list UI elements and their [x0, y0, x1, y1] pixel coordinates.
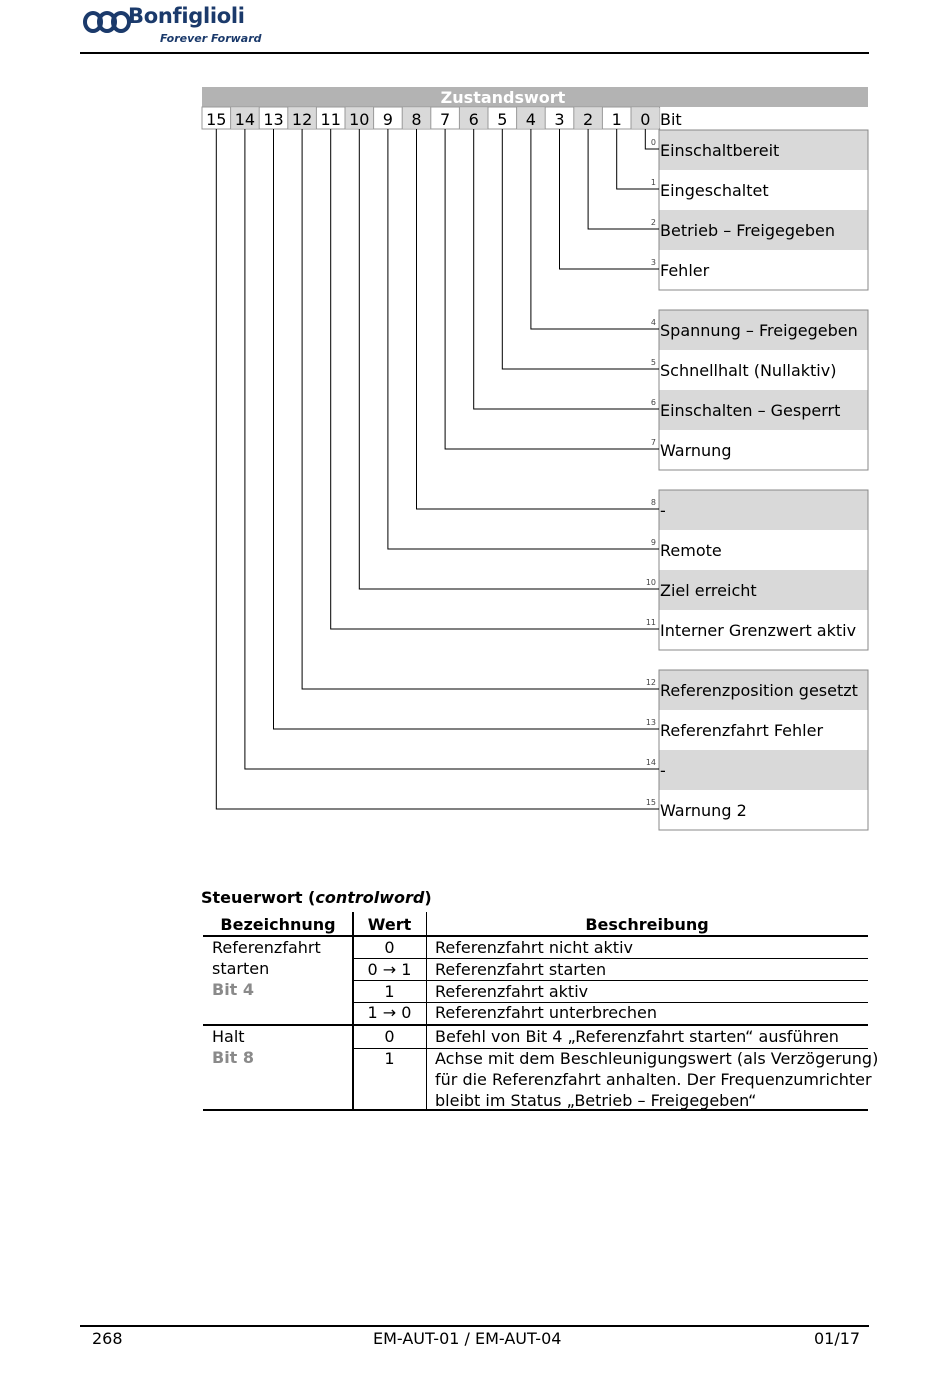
bit-connector-line: [588, 129, 659, 229]
bit-label-10: Ziel erreicht: [660, 581, 757, 600]
beschreibung-cell: Referenzfahrt starten: [435, 960, 607, 979]
bit-label-14: -: [660, 761, 666, 780]
bit-index-small: 13: [645, 718, 656, 727]
beschreibung-cell: Referenzfahrt unterbrechen: [435, 1003, 657, 1022]
bit-index-small: 7: [650, 438, 656, 447]
bit-number-cell: 4: [525, 110, 536, 129]
column-header-bezeichnung: Bezeichnung: [220, 915, 336, 934]
bit-label-1: Eingeschaltet: [660, 181, 769, 200]
beschreibung-line: für die Referenzfahrt anhalten. Der Frequenzumrichter: [435, 1070, 872, 1089]
control-word-title-suffix: ): [424, 888, 432, 907]
bit-number-cell: 2: [583, 110, 594, 129]
bit-number-cell: 3: [554, 110, 565, 129]
footer-rule: [80, 1325, 869, 1327]
bit-index-small: 14: [645, 758, 656, 767]
wert-cell: 1: [384, 1049, 395, 1068]
bit-number-cell: 14: [234, 110, 256, 129]
bit-number-cell: 10: [349, 110, 370, 129]
group-name-line: Referenzfahrt: [212, 938, 321, 957]
beschreibung-cell: Referenzfahrt aktiv: [435, 982, 589, 1001]
bit-index-small: 8: [650, 498, 656, 507]
bit-index-small: 2: [650, 218, 656, 227]
beschreibung-cell: Befehl von Bit 4 „Referenzfahrt starten“ ausführen: [435, 1027, 839, 1046]
bit-connector-line: [388, 129, 659, 549]
bit-index-small: 15: [645, 798, 656, 807]
bit-label-12: Referenzposition gesetzt: [660, 681, 858, 700]
bit-connector-line: [359, 129, 659, 589]
bit-index-small: 3: [650, 258, 656, 267]
bit-number-cell: 11: [320, 110, 341, 129]
bit-number-cell: 15: [206, 110, 227, 129]
bit-label-11: Interner Grenzwert aktiv: [660, 621, 857, 640]
bit-label-13: Referenzfahrt Fehler: [660, 721, 824, 740]
bit-index-small: 12: [645, 678, 656, 687]
page-number: 268: [92, 1329, 123, 1348]
bit-label-7: Warnung: [660, 441, 732, 460]
bit-label-5: Schnellhalt (Nullaktiv): [660, 361, 837, 380]
beschreibung-line: Achse mit dem Beschleunigungswert (als Verzögerung): [435, 1049, 879, 1068]
bit-number-cell: 7: [440, 110, 451, 129]
bit-index-small: 11: [645, 618, 656, 627]
brand-tagline: Forever Forward: [160, 32, 262, 45]
row-divider: [353, 980, 868, 981]
beschreibung-line: bleibt im Status „Betrieb – Freigegeben“: [435, 1091, 757, 1110]
control-word-table: [203, 912, 879, 1112]
bit-index-small: 4: [650, 318, 656, 327]
wert-cell: 0: [384, 1027, 395, 1046]
bit-index-small: 1: [650, 178, 656, 187]
bit-label-2: Betrieb – Freigegeben: [660, 221, 835, 240]
bit-label-0: Einschaltbereit: [660, 141, 780, 160]
column-header-beschreibung: Beschreibung: [585, 915, 709, 934]
bit-label-9: Remote: [660, 541, 722, 560]
bit-number-cell: 0: [640, 110, 651, 129]
bit-connector-line: [560, 129, 660, 269]
row-divider: [353, 958, 868, 959]
bit-number-cell: 8: [411, 110, 422, 129]
bit-index-small: 9: [650, 538, 656, 547]
bit-connector-line: [417, 129, 660, 509]
wert-cell: 1 → 0: [367, 1003, 412, 1022]
bit-index-small: 0: [650, 138, 656, 147]
bit-number-cell: 13: [263, 110, 284, 129]
beschreibung-cell: Referenzfahrt nicht aktiv: [435, 938, 633, 957]
brand-name: Bonfiglioli: [128, 4, 245, 28]
bit-number-cell: 1: [611, 110, 622, 129]
bit-label-6: Einschalten – Gesperrt: [660, 401, 841, 420]
group-name-line: starten: [212, 959, 270, 978]
group-name-line: Halt: [212, 1027, 245, 1046]
bit-number-cell: 6: [468, 110, 479, 129]
bit-index-small: 5: [650, 358, 656, 367]
wert-cell: 1: [384, 982, 395, 1001]
bit-label-8: -: [660, 501, 666, 520]
bit-label-4: Spannung – Freigegeben: [660, 321, 858, 340]
bit-connector-line: [502, 129, 659, 369]
bit-label-15: Warnung 2: [660, 801, 747, 820]
bit-number-cell: 5: [497, 110, 508, 129]
bit-connector-line: [216, 129, 659, 809]
bit-label-bg: [659, 490, 868, 530]
bit-connector-line: [274, 129, 660, 729]
bit-connector-line: [445, 129, 659, 449]
bit-number-cell: 12: [291, 110, 313, 129]
wert-cell: 0 → 1: [367, 960, 412, 979]
bit-header: Bit: [660, 110, 682, 129]
wert-cell: 0: [384, 938, 395, 957]
control-word-title: [201, 888, 432, 907]
document-date: 01/17: [814, 1329, 861, 1348]
bit-label-bg: [659, 750, 868, 790]
status-word-title: Zustandswort: [440, 88, 566, 107]
bit-number-cell: 9: [382, 110, 393, 129]
document-id: EM-AUT-01 / EM-AUT-04: [373, 1329, 562, 1348]
control-word-title-italic: controlword: [315, 888, 425, 907]
group-bit-ref: Bit 8: [212, 1048, 255, 1067]
bit-label-3: Fehler: [660, 261, 710, 280]
bit-connector-line: [331, 129, 659, 629]
group-bit-ref: Bit 4: [212, 980, 255, 999]
column-header-wert: Wert: [367, 915, 412, 934]
bit-index-small: 10: [645, 578, 656, 587]
bit-index-small: 6: [650, 398, 656, 407]
control-word-title-prefix: Steuerwort (: [201, 888, 316, 907]
column-divider: [426, 912, 427, 1111]
